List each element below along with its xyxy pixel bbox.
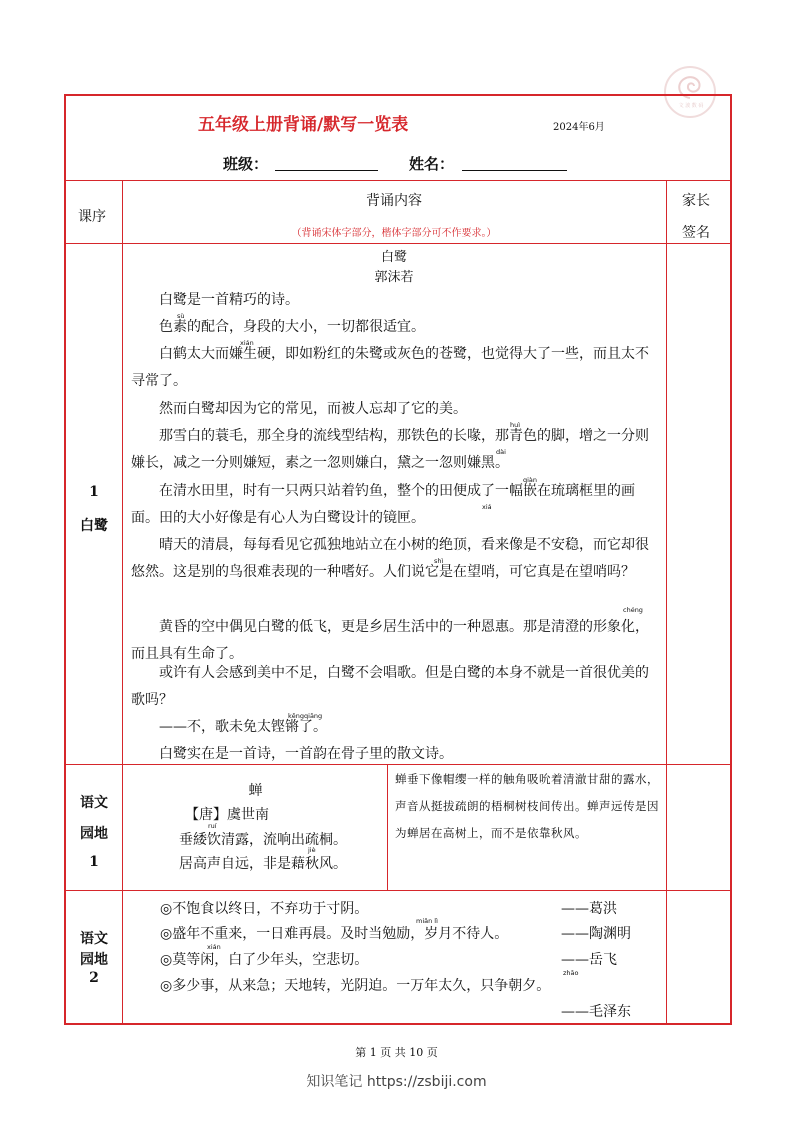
quote-3-author: ——岳飞	[561, 952, 617, 968]
pinyin-cheng: chéng	[623, 606, 643, 614]
text-author: 郭沫若	[374, 270, 414, 285]
paragraph-4: 然而白鹭却因为它的常见，而被人忘却了它的美。	[131, 401, 467, 417]
quote-2: ◎盛年不重来，一日难再晨。及时当勉励，岁月不待人。	[160, 926, 509, 942]
class-blank[interactable]	[275, 170, 378, 171]
pinyin-mianli: miǎn lì	[416, 917, 438, 925]
pinyin-jie: jiè	[308, 846, 316, 854]
header-lesson: 课序	[78, 209, 106, 225]
poem-line-2: 居高声自远，非是藉秋风。	[179, 856, 347, 872]
pinyin-shi: shì	[434, 557, 444, 565]
row-divider-1	[64, 243, 732, 244]
paragraph-3: 白鹤太大而嫌生硬，即如粉红的朱鹭或灰色的苍鹭，也觉得大了一些，而且太不寻常了。	[131, 346, 649, 390]
poem-author: 【唐】虞世南	[185, 807, 269, 823]
header-note: （背诵宋体字部分，楷体字部分可不作要求。）	[291, 228, 497, 239]
quote-4-author: ——毛泽东	[561, 1004, 631, 1020]
name-label: 姓名：	[409, 155, 455, 173]
lesson-3-line1: 语文	[80, 931, 108, 947]
pinyin-xian: xián	[240, 339, 254, 347]
lesson-2-line2: 园地	[80, 826, 108, 842]
page-number: 第 1 页 共 10 页	[355, 1046, 438, 1059]
header-sign-1: 家长	[682, 193, 710, 209]
name-blank[interactable]	[462, 170, 567, 171]
pinyin-hui: huì	[510, 421, 521, 429]
paragraph-1: 白鹭是一首精巧的诗。	[131, 292, 299, 308]
paragraph-11: 白鹭实在是一首诗，一首韵在骨子里的散文诗。	[131, 746, 453, 762]
pinyin-xia: xiá	[482, 503, 492, 511]
pinyin-rui: ruí	[208, 822, 217, 830]
lesson-1-num: 1	[89, 484, 99, 500]
paragraph-8: 黄昏的空中偶见白鹭的低飞，更是乡居生活中的一种恩惠。那是清澄的形象化，而且具有生命了。	[131, 619, 649, 663]
row-divider-3	[64, 890, 732, 891]
pinyin-dai: dài	[496, 448, 506, 456]
pinyin-su: sù	[177, 312, 185, 320]
pinyin-zhao: zhāo	[563, 969, 579, 977]
quote-2-author: ——陶渊明	[561, 926, 631, 942]
pinyin-qian: qiàn	[523, 476, 538, 484]
header-sign-2: 签名	[682, 225, 710, 241]
paragraph-9: 或许有人会感到美中不足，白鹭不会唱歌。但是白鹭的本身不就是一首很优美的歌吗？	[131, 665, 649, 709]
paragraph-6: 在清水田里，时有一只两只站着钓鱼，整个的田便成了一幅嵌在琉璃框里的画面。田的大小好像是有心人为白鹭设计的镜匣。	[131, 483, 635, 527]
lesson-1-name: 白鹭	[80, 518, 108, 534]
lesson-3-num: 2	[89, 970, 99, 986]
page-title: 五年级上册背诵/默写一览表	[198, 115, 409, 135]
col-divider-poem	[387, 764, 388, 890]
date-label: 2024年6月	[553, 122, 605, 133]
poem-line-1: 垂緌饮清露，流响出疏桐。	[179, 832, 347, 848]
pinyin-kengqiang: kēngqiāng	[288, 712, 323, 720]
paragraph-10: ——不，歌未免太铿锵了。	[131, 719, 327, 735]
paragraph-7: 晴天的清晨，每每看见它孤独地站立在小树的绝顶，看来像是不安稳，而它却很悠然。这是别的鸟很难表现的一种嗜好。人们说它是在望哨，可它真是在望哨吗？	[131, 537, 649, 581]
lesson-2-num: 1	[89, 854, 99, 870]
col-divider-left	[122, 180, 123, 1025]
header-content: 背诵内容	[366, 193, 422, 209]
paragraph-5: 那雪白的蓑毛，那全身的流线型结构，那铁色的长喙，那青色的脚，增之一分则嫌长，减之一分则嫌短，素之一忽则嫌白，黛之一忽则嫌黑。	[131, 428, 649, 472]
quote-1: ◎不饱食以终日，不弃功于寸阴。	[160, 901, 369, 917]
quote-4: ◎多少事，从来急；天地转，光阴迫。一万年太久，只争朝夕。	[160, 978, 551, 994]
text-title: 白鹭	[380, 250, 407, 265]
paragraph-2: 色素的配合，身段的大小，一切都很适宜。	[131, 319, 425, 335]
quote-1-author: ——葛洪	[561, 901, 617, 917]
quote-3: ◎莫等闲，白了少年头，空悲切。	[160, 952, 369, 968]
lesson-3-line2: 园地	[80, 952, 108, 968]
pinyin-xian-2: xián	[207, 943, 221, 951]
class-label: 班级：	[223, 155, 269, 173]
poem-title: 蝉	[248, 783, 263, 799]
header-divider	[64, 180, 732, 181]
logo-text: 文 波 数 码	[678, 103, 704, 109]
poem-explanation: 蝉垂下像帽缨一样的触角吸吮着清澈甘甜的露水，声音从挺拔疏朗的梧桐树枝间传出。蝉声远传是因为蝉居在高树上，而不是依靠秋风。	[395, 772, 659, 840]
col-divider-right	[666, 180, 667, 1025]
lesson-2-line1: 语文	[80, 795, 108, 811]
site-footer: 知识笔记 https://zsbiji.com	[306, 1074, 487, 1090]
